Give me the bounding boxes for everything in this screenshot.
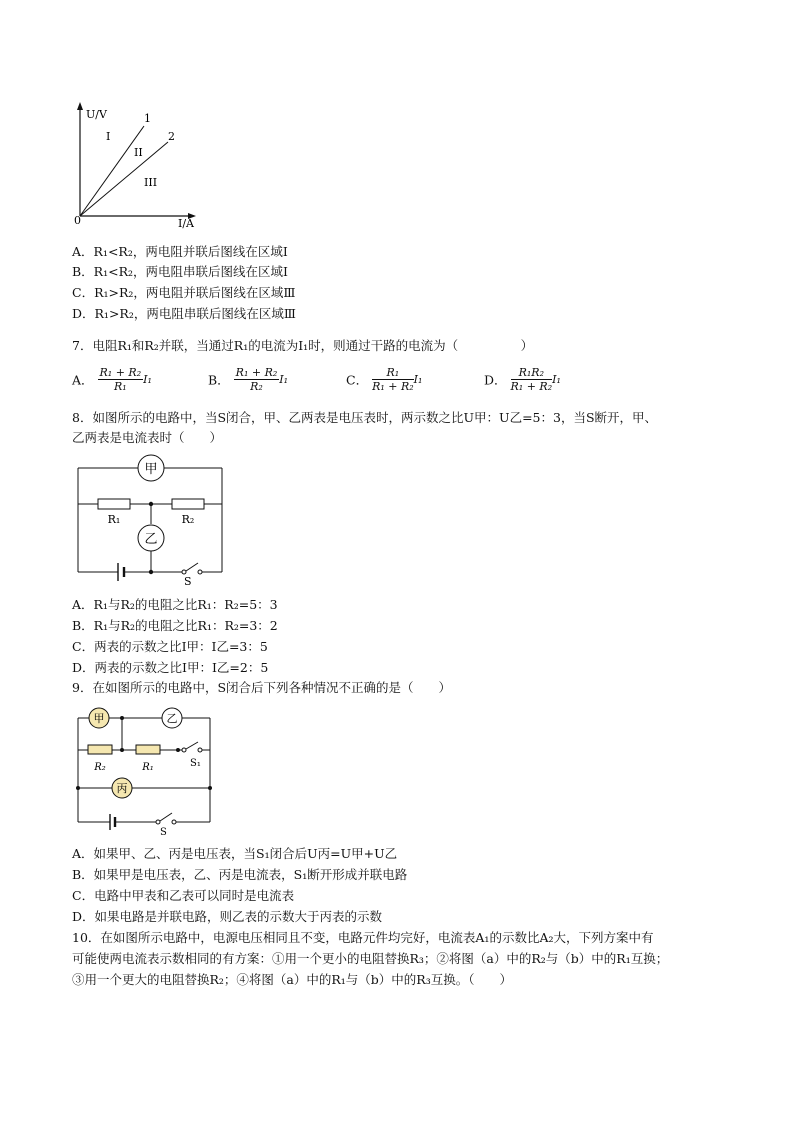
switch-s1	[186, 742, 198, 749]
q8-option-a: A．R₁与R₂的电阻之比R₁：R₂=5：3	[72, 597, 278, 612]
q7-option-a-label: A．	[72, 372, 94, 388]
fraction-tail: I₁	[143, 373, 152, 386]
switch-s-label: S	[184, 575, 192, 586]
region-2-label: II	[134, 146, 143, 159]
y-axis-label: U/V	[86, 108, 107, 121]
region-3-label: III	[144, 176, 158, 189]
fraction-numerator: R₁R₂	[511, 366, 553, 380]
q7-option-a	[72, 366, 152, 393]
q9-option-c: C．电路中甲表和乙表可以同时是电流表	[72, 888, 295, 903]
resistor-r1	[136, 745, 160, 754]
q7-option-d-label: D．	[484, 372, 507, 388]
switch-s	[186, 563, 198, 571]
q6-option-c: C．R₁>R₂，两电阻并联后图线在区域Ⅲ	[72, 285, 296, 300]
resistor-r1	[98, 499, 130, 509]
fraction-denominator: R₁ + R₂	[510, 380, 553, 393]
meter-bing-label: 丙	[116, 782, 128, 795]
q7-option-d	[484, 366, 561, 393]
q8-option-b: B．R₁与R₂的电阻之比R₁：R₂=3：2	[72, 618, 278, 633]
meter-jia-label: 甲	[144, 462, 158, 477]
origin-label: 0	[74, 214, 81, 227]
line-1	[80, 126, 144, 216]
q7-option-d-fraction	[511, 366, 553, 393]
meter-yi-label: 乙	[144, 532, 158, 547]
q8-option-c: C．两表的示数之比I甲：I乙=3：5	[72, 639, 268, 654]
r2-label: R₂	[94, 762, 106, 773]
q7-option-b	[208, 366, 288, 393]
x-axis-label: I/A	[178, 217, 194, 230]
q10-line-3: ③用一个更大的电阻替换R₂；④将图（a）中的R₁与（b）中的R₃互换。（ ）	[72, 972, 512, 987]
switch-s	[160, 813, 172, 821]
q10-line-1: 10．在如图所示电路中，电源电压相同且不变，电路元件均完好，电流表A₁的示数比A₂大，下列方案中有	[72, 930, 654, 945]
q8-circuit-diagram	[70, 452, 230, 586]
r1-label: R₁	[107, 513, 121, 526]
q7-stem: 7．电阻R₁和R₂并联，当通过R₁的电流为I₁时，则通过干路的电流为（ ）	[72, 338, 534, 353]
r1-label: R₁	[142, 762, 154, 773]
q8-option-d: D．两表的示数之比I甲：I乙=2：5	[72, 660, 269, 675]
q8-stem-line-1: 8．如图所示的电路中，当S闭合，甲、乙两表是电压表时，两示数之比U甲：U乙=5：3，当S断开，甲、	[72, 410, 658, 425]
fraction-numerator: R₁ + R₂	[235, 366, 278, 379]
fraction-denominator: R₁ + R₂	[372, 380, 414, 393]
q9-circuit-diagram	[70, 704, 220, 836]
q7-option-b-label: B．	[208, 372, 230, 388]
fraction-denominator: R₂	[250, 380, 263, 393]
resistor-r2	[172, 499, 204, 509]
fraction-denominator: R₁	[113, 380, 127, 393]
meter-jia-label: 甲	[93, 712, 105, 725]
q6-option-a: A．R₁<R₂，两电阻并联后图线在区域Ⅰ	[72, 244, 288, 259]
q6-option-d: D．R₁>R₂，两电阻串联后图线在区域Ⅲ	[72, 306, 296, 321]
fraction-numerator: R₁ + R₂	[99, 366, 142, 379]
region-1-label: I	[106, 130, 111, 143]
fraction-tail: I₁	[552, 373, 561, 386]
q10-line-2: 可能使两电流表示数相同的有方案：①用一个更小的电阻替换R₃；②将图（a）中的R₂与（b）中的R₁互换；	[72, 951, 669, 966]
fraction-tail: I₁	[413, 373, 423, 386]
meter-yi-label: 乙	[166, 712, 178, 725]
q9-option-a: A．如果甲、乙、丙是电压表，当S₁闭合后U丙=U甲+U乙	[72, 846, 398, 861]
switch-s-label: S	[160, 827, 167, 836]
ui-graph	[70, 100, 210, 232]
q7-option-c	[346, 366, 422, 393]
q7-option-c-fraction	[372, 366, 414, 393]
q7-option-c-label: C．	[346, 372, 369, 388]
q7-option-b-fraction	[234, 366, 280, 393]
q9-option-b: B．如果甲是电压表，乙、丙是电流表，S₁断开形成并联电路	[72, 867, 408, 882]
q6-option-b: B．R₁<R₂，两电阻串联后图线在区域Ⅰ	[72, 264, 288, 279]
resistor-r2	[88, 745, 112, 754]
q9-option-d: D．如果电路是并联电路，则乙表的示数大于丙表的示数	[72, 909, 383, 924]
r2-label: R₂	[181, 513, 195, 526]
line-2-label: 2	[168, 130, 175, 143]
line-1-label: 1	[144, 112, 151, 125]
q8-stem-line-2: 乙两表是电流表时（ ）	[72, 430, 223, 445]
fraction-tail: I₁	[279, 373, 289, 386]
fraction-numerator: R₁	[372, 366, 414, 380]
s1-label: S₁	[190, 758, 201, 769]
q7-option-a-fraction	[98, 366, 144, 393]
q9-stem: 9．在如图所示的电路中，S闭合后下列各种情况不正确的是（ ）	[72, 680, 452, 695]
